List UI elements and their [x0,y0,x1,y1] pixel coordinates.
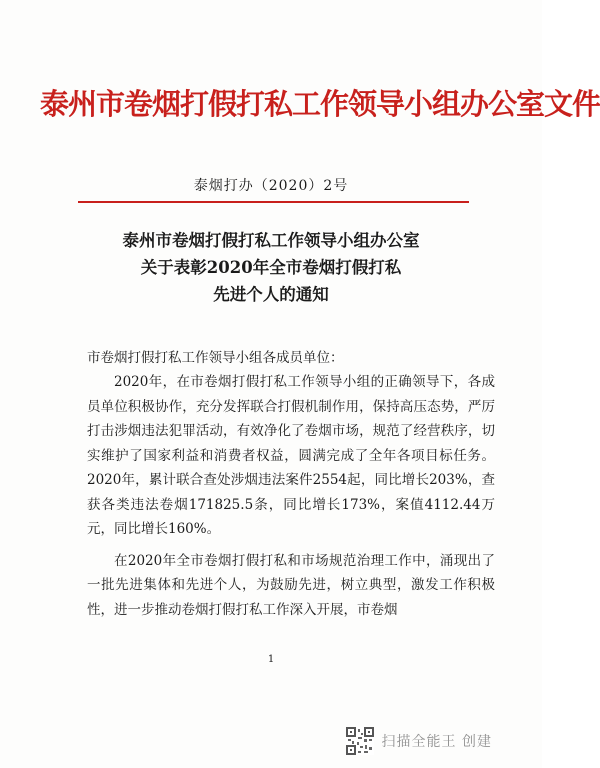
header-divider-rule [78,201,469,203]
page-number: 1 [267,654,275,665]
document-body [87,346,495,622]
paragraph-spacer [87,542,495,549]
scanner-watermark [346,727,492,755]
notice-title-line: 关于表彰2020年全市卷烟打假打私 [140,258,402,277]
body-paragraph: 2020年，在市卷烟打假打私工作领导小组的正确领导下，各成员单位积极协作，充分发挥联合打假机制作用，保持高压态势，严厉打击涉烟违法犯罪活动，有效净化了卷烟市场，规范了经营秩序，切实维护了国家利益和消费者权益，圆满完成了全年各项目标任务。2020年，累计联合查处涉烟违法案件2554起，同比增长203%，查获各类违法卷烟171825.5条，同比增长173%，案值4112.44万元，同比增长160%。 [87,374,495,537]
notice-title-line: 泰州市卷烟打假打私工作领导小组办公室 [122,231,420,250]
watermark-text: 扫描全能王 创建 [381,734,492,750]
addressee-line: 市卷烟打假打私工作领导小组各成员单位： [87,350,344,366]
document-header-title: 泰州市卷烟打假打私工作领导小组办公室文件 [40,87,600,121]
notice-title [0,227,542,308]
body-paragraph: 在2020年全市卷烟打假打私和市场规范治理工作中，涌现出了一批先进集体和先进个人，为鼓励先进，树立典型，激发工作积极性，进一步推动卷烟打假打私工作深入开展，市卷烟 [87,552,495,618]
qr-code-icon [346,727,374,755]
document-number: 泰烟打办（2020）2号 [193,178,349,194]
notice-title-line: 先进个人的通知 [213,285,329,304]
